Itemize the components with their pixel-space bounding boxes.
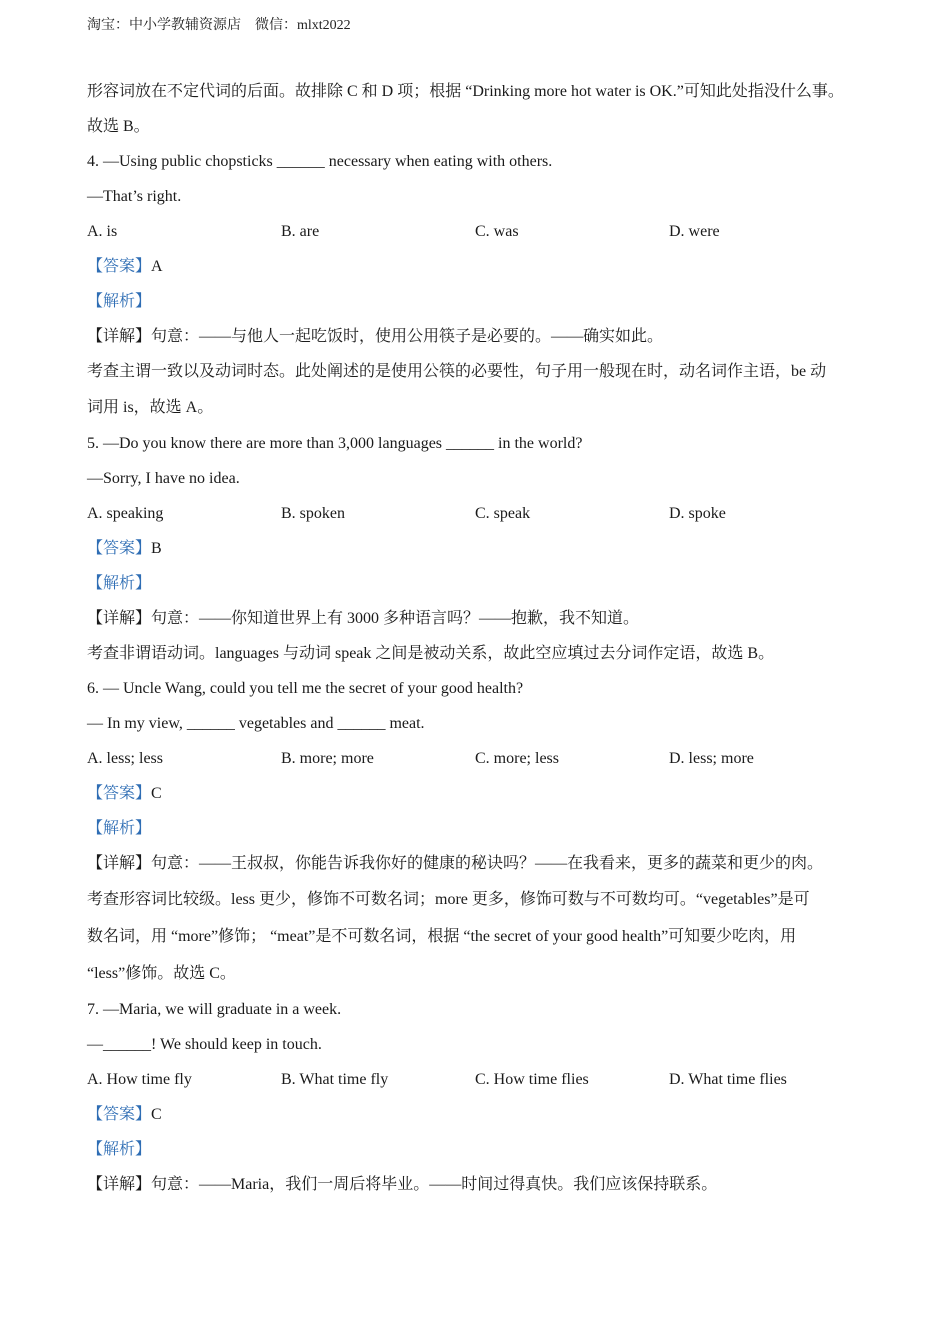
detail-text: 句意：——Maria，我们一周后将毕业。——时间过得真快。我们应该保持联系。 <box>151 1176 718 1193</box>
answer-label: 【答案】 <box>87 540 152 557</box>
option-c: C. was <box>475 223 519 240</box>
question-reply: — In my view, ______ vegetables and ______ meat. <box>87 715 425 732</box>
explanation-line: 词用 is，故选 A。 <box>87 399 214 416</box>
question-stem: 6. — Uncle Wang, could you tell me the secret of your good health? <box>87 680 524 697</box>
options-row <box>87 741 887 776</box>
detail-label: 【详解】 <box>87 1176 152 1193</box>
question-4 <box>87 144 887 426</box>
answer-label: 【答案】 <box>87 258 152 275</box>
options-row <box>87 1062 887 1097</box>
question-6 <box>87 671 887 992</box>
question-7 <box>87 992 887 1202</box>
question-reply: —That’s right. <box>87 188 182 205</box>
analysis-label: 【解析】 <box>87 820 152 837</box>
intro-line-2: 故选 B。 <box>87 118 150 135</box>
analysis-label: 【解析】 <box>87 293 152 310</box>
detail-label: 【详解】 <box>87 855 152 872</box>
detail-line <box>87 1167 887 1202</box>
question-stem: 7. —Maria, we will graduate in a week. <box>87 1001 342 1018</box>
option-c: C. speak <box>475 505 531 522</box>
answer-line <box>87 776 887 811</box>
option-b: B. spoken <box>281 505 345 522</box>
analysis-label: 【解析】 <box>87 1141 152 1158</box>
option-a: A. speaking <box>87 505 164 522</box>
answer-value: A <box>151 258 163 275</box>
question-reply: —______! We should keep in touch. <box>87 1036 322 1053</box>
detail-line <box>87 846 887 881</box>
analysis-line <box>87 566 887 601</box>
answer-value: B <box>151 540 162 557</box>
explanation-line: 考查形容词比较级。less 更少，修饰不可数名词；more 更多，修饰可数与不可数均可。“vegetables”是可 <box>87 891 810 908</box>
analysis-line <box>87 1132 887 1167</box>
option-d: D. spoke <box>669 505 726 522</box>
detail-text: 句意：——与他人一起吃饭时，使用公用筷子是必要的。——确实如此。 <box>151 328 664 345</box>
detail-line <box>87 319 887 354</box>
option-d: D. less; more <box>669 750 754 767</box>
option-b: B. What time fly <box>281 1071 389 1088</box>
detail-text: 句意：——王叔叔，你能告诉我你好的健康的秘诀吗？——在我看来，更多的蔬菜和更少的肉。 <box>151 855 824 872</box>
answer-value: C <box>151 785 162 802</box>
option-a: A. How time fly <box>87 1071 192 1088</box>
detail-line <box>87 601 887 636</box>
explanation-line: 考查非谓语动词。languages 与动词 speak 之间是被动关系，故此空应填过去分词作定语，故选 B。 <box>87 645 775 662</box>
option-a: A. is <box>87 223 118 240</box>
question-5 <box>87 426 887 671</box>
question-reply: —Sorry, I have no idea. <box>87 470 240 487</box>
question-stem: 4. —Using public chopsticks ______ necessary when eating with others. <box>87 153 553 170</box>
option-c: C. How time flies <box>475 1071 589 1088</box>
explanation-line: “less”修饰。故选 C。 <box>87 965 236 982</box>
intro-line-1: 形容词放在不定代词的后面。故排除 C 和 D 项；根据 “Drinking more hot water is OK.”可知此处指没什么事。 <box>87 83 844 100</box>
explanation-line: 数名词，用 “more”修饰； “meat”是不可数名词，根据 “the secret of your good health”可知要少吃肉，用 <box>87 928 797 945</box>
answer-line <box>87 1097 887 1132</box>
options-row <box>87 214 887 249</box>
answer-line <box>87 249 887 284</box>
detail-text: 句意：——你知道世界上有 3000 多种语言吗？——抱歉，我不知道。 <box>151 610 640 627</box>
option-a: A. less; less <box>87 750 163 767</box>
page-header: 淘宝：中小学教辅资源店 微信：mlxt2022 <box>87 18 351 33</box>
analysis-line <box>87 811 887 846</box>
question-stem: 5. —Do you know there are more than 3,000 languages ______ in the world? <box>87 435 583 452</box>
option-b: B. more; more <box>281 750 374 767</box>
answer-label: 【答案】 <box>87 785 152 802</box>
document-body <box>87 74 887 1202</box>
analysis-label: 【解析】 <box>87 575 152 592</box>
option-b: B. are <box>281 223 320 240</box>
answer-line <box>87 531 887 566</box>
detail-label: 【详解】 <box>87 328 152 345</box>
option-c: C. more; less <box>475 750 559 767</box>
answer-value: C <box>151 1106 162 1123</box>
answer-label: 【答案】 <box>87 1106 152 1123</box>
detail-label: 【详解】 <box>87 610 152 627</box>
option-d: D. What time flies <box>669 1071 787 1088</box>
explanation-line: 考查主谓一致以及动词时态。此处阐述的是使用公筷的必要性，句子用一般现在时，动名词作主语，be 动 <box>87 363 827 380</box>
options-row <box>87 496 887 531</box>
analysis-line <box>87 284 887 319</box>
option-d: D. were <box>669 223 720 240</box>
